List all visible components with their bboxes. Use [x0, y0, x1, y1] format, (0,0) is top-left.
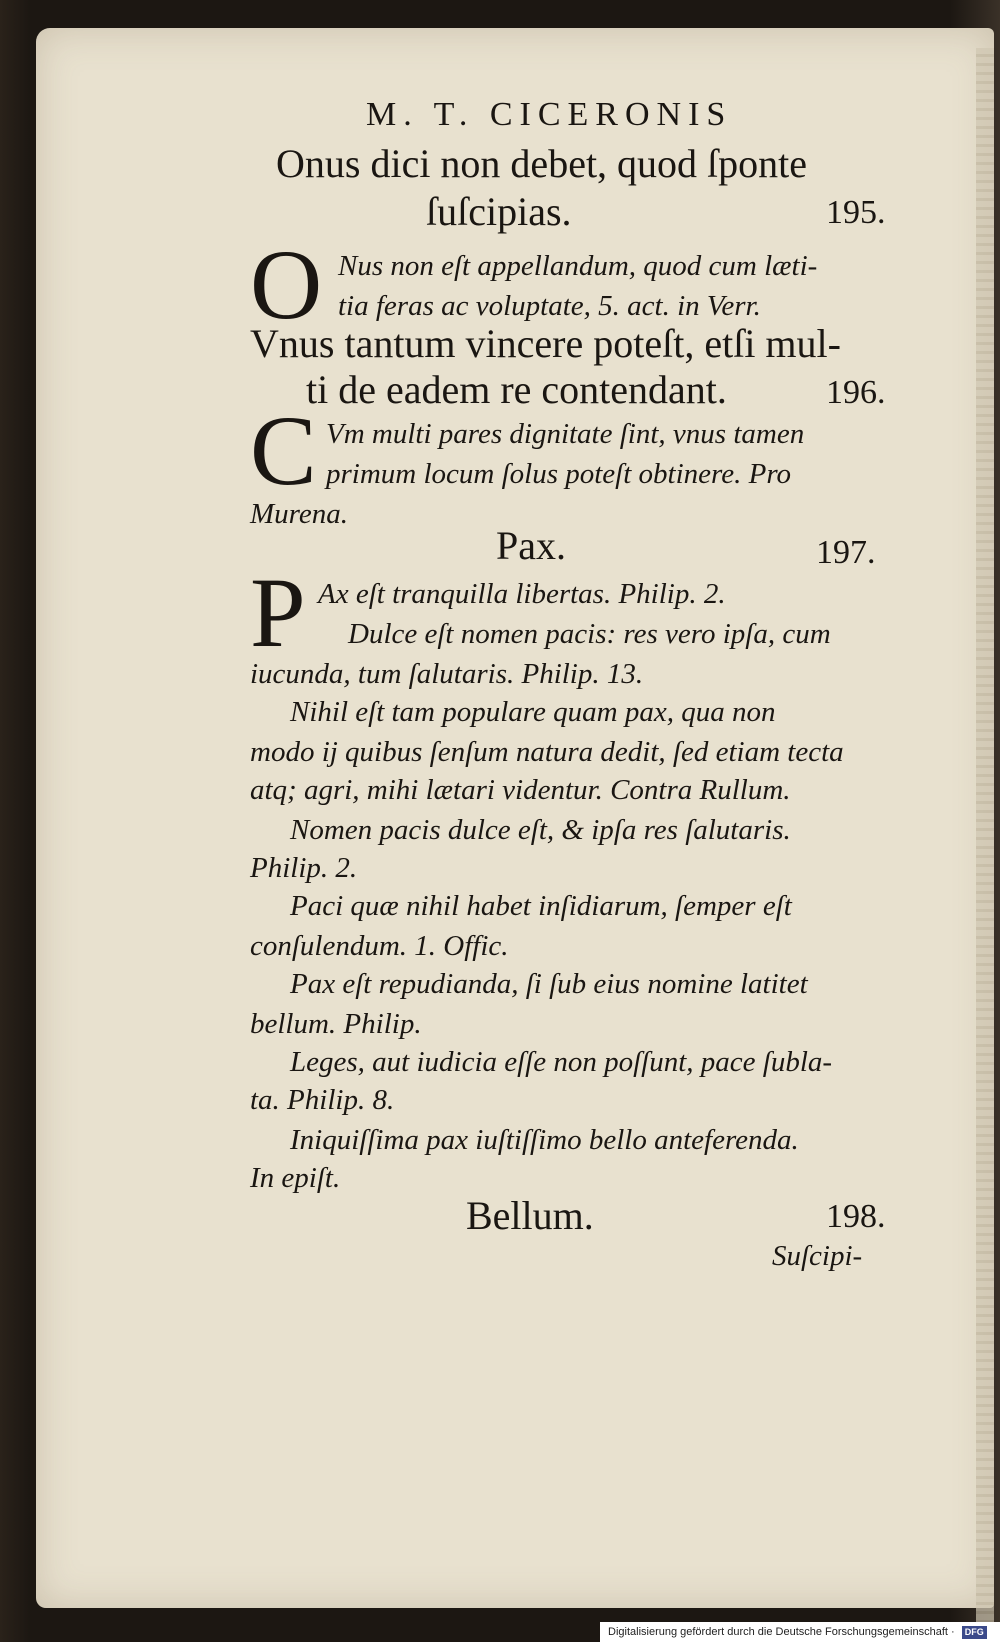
book-page: [36, 28, 994, 1608]
body-line: bellum. Philip.: [250, 1008, 422, 1040]
heading-line: Vnus tantum vincere poteſt, etſi mul-: [250, 321, 841, 366]
body-line: Nus non eſt appellandum, quod cum læti-: [338, 250, 818, 282]
heading-line: ſuſcipias.: [426, 189, 572, 234]
body-line: Philip. 2.: [250, 852, 358, 884]
drop-cap: O: [250, 229, 323, 340]
heading-line: ti de eadem re contendant.: [306, 367, 727, 412]
body-line: conſulendum. 1. Offic.: [250, 930, 509, 962]
section-number: 197.: [816, 534, 876, 571]
catchword: Suſcipi-: [772, 1240, 863, 1272]
body-line: Paci quæ nihil habet inſidiarum, ſemper eſt: [290, 890, 792, 922]
body-line: Dulce eſt nomen pacis: res vero ipſa, cum: [348, 618, 831, 650]
section-number: 198.: [826, 1198, 886, 1235]
heading-line: Bellum.: [466, 1193, 594, 1238]
body-line: In epiſt.: [250, 1162, 341, 1194]
drop-cap: P: [250, 557, 306, 668]
body-line: atq; agri, mihi lætari videntur. Contra Rullum.: [250, 774, 791, 806]
body-line: primum locum ſolus poteſt obtinere. Pro: [326, 458, 792, 490]
footer-text: Digitalisierung gefördert durch die Deutsche Forschungsgemeinschaft ·: [608, 1626, 955, 1638]
body-line: Leges, aut iudicia eſſe non poſſunt, pace ſubla-: [290, 1046, 833, 1078]
section-number: 195.: [826, 194, 886, 231]
body-line: Iniquiſſima pax iuſtiſſimo bello anteferenda.: [290, 1124, 799, 1156]
heading-line: Pax.: [496, 523, 566, 568]
section-number: 196.: [826, 374, 886, 411]
body-line: iucunda, tum ſalutaris. Philip. 13.: [250, 658, 644, 690]
heading-line: Onus dici non debet, quod ſponte: [276, 141, 808, 186]
body-line: Ax eſt tranquilla libertas. Philip. 2.: [318, 578, 726, 610]
drop-cap: C: [250, 395, 317, 506]
digitization-footer: [600, 1622, 1000, 1642]
dfg-logo-icon: DFG: [962, 1626, 987, 1639]
body-line: ta. Philip. 8.: [250, 1084, 395, 1116]
body-line: tia feras ac voluptate, 5. act. in Verr.: [338, 290, 761, 322]
body-line: Pax eſt repudianda, ſi ſub eius nomine latitet: [290, 968, 808, 1000]
running-head: M. T. CICERONIS: [366, 96, 733, 133]
page-edge: [976, 48, 994, 1638]
body-line: modo ij quibus ſenſum natura dedit, ſed etiam tecta: [250, 736, 844, 768]
body-line: Vm multi pares dignitate ſint, vnus tamen: [326, 418, 805, 450]
body-line: Murena.: [250, 498, 348, 530]
body-line: Nihil eſt tam populare quam pax, qua non: [290, 696, 776, 728]
body-line: Nomen pacis dulce eſt, & ipſa res ſalutaris.: [290, 814, 791, 846]
